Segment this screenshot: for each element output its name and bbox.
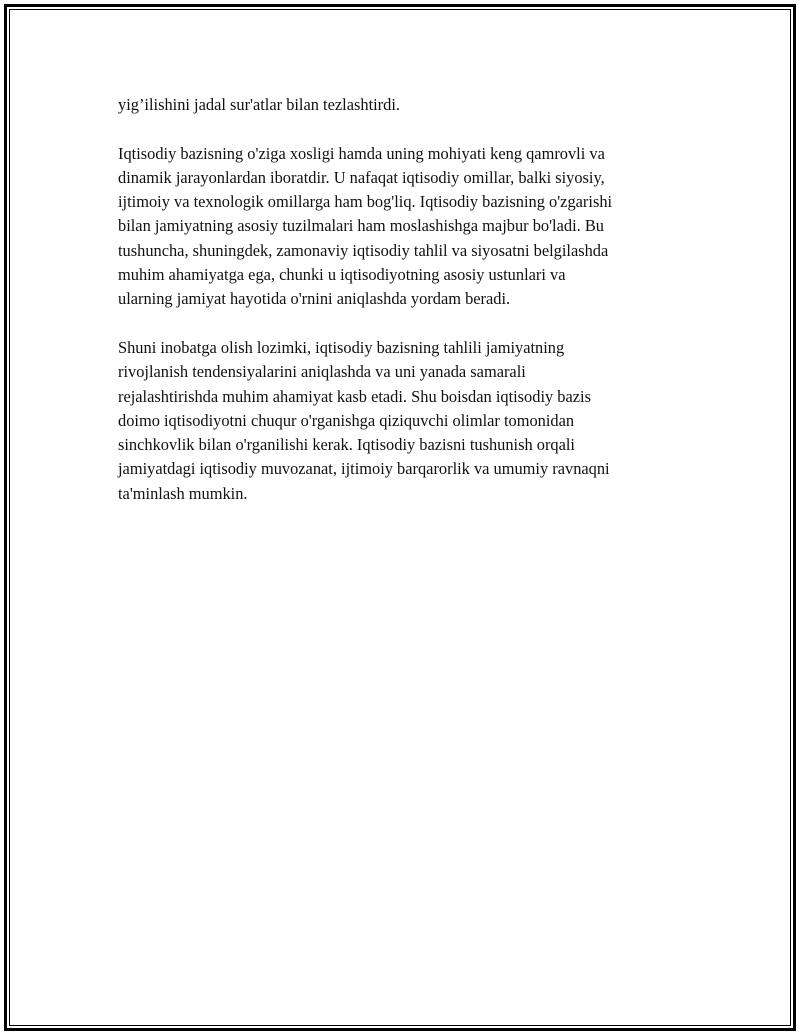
- paragraph-3: Shuni inobatga olish lozimki, iqtisodiy bazisning tahlili jamiyatning rivojlanish tendensiyalarini aniqlashda va uni yanada samarali rejalashtirishda muhim ahamiyat kasb etadi. Shu boisdan iqtisodiy bazis doimo iqtisodiyotni chuqur o'rganishga qiziquvchi olimlar tomonidan sinchkovlik bilan o'rganilishi kerak. Iqtisodiy bazisni tushunish orqali jamiyatdagi iqtisodiy muvozanat, ijtimoiy barqarorlik va umumiy ravnaqni ta'minlash mumkin.: [118, 337, 610, 503]
- document-body: [118, 93, 678, 530]
- paragraph-2: Iqtisodiy bazisning o'ziga xosligi hamda uning mohiyati keng qamrovli va dinamik jarayonlardan iboratdir. U nafaqat iqtisodiy omillar, balki siyosiy, ijtimoiy va texnologik omillarga ham bog'liq. Iqtisodiy bazisning o'zgarishi bilan jamiyatning asosiy tuzilmalari ham moslashishga majbur bo'ladi. Bu tushuncha, shuningdek, zamonaviy iqtisodiy tahlil va siyosatni belgilashda muhim ahamiyatga ega, chunki u iqtisodiyotning asosiy ustunlari va ularning jamiyat hayotida o'rnini aniqlashda yordam beradi.: [118, 143, 613, 309]
- paragraph-1: yig’ilishini jadal sur'atlar bilan tezlashtirdi.: [118, 95, 400, 114]
- document-page: [4, 4, 796, 1031]
